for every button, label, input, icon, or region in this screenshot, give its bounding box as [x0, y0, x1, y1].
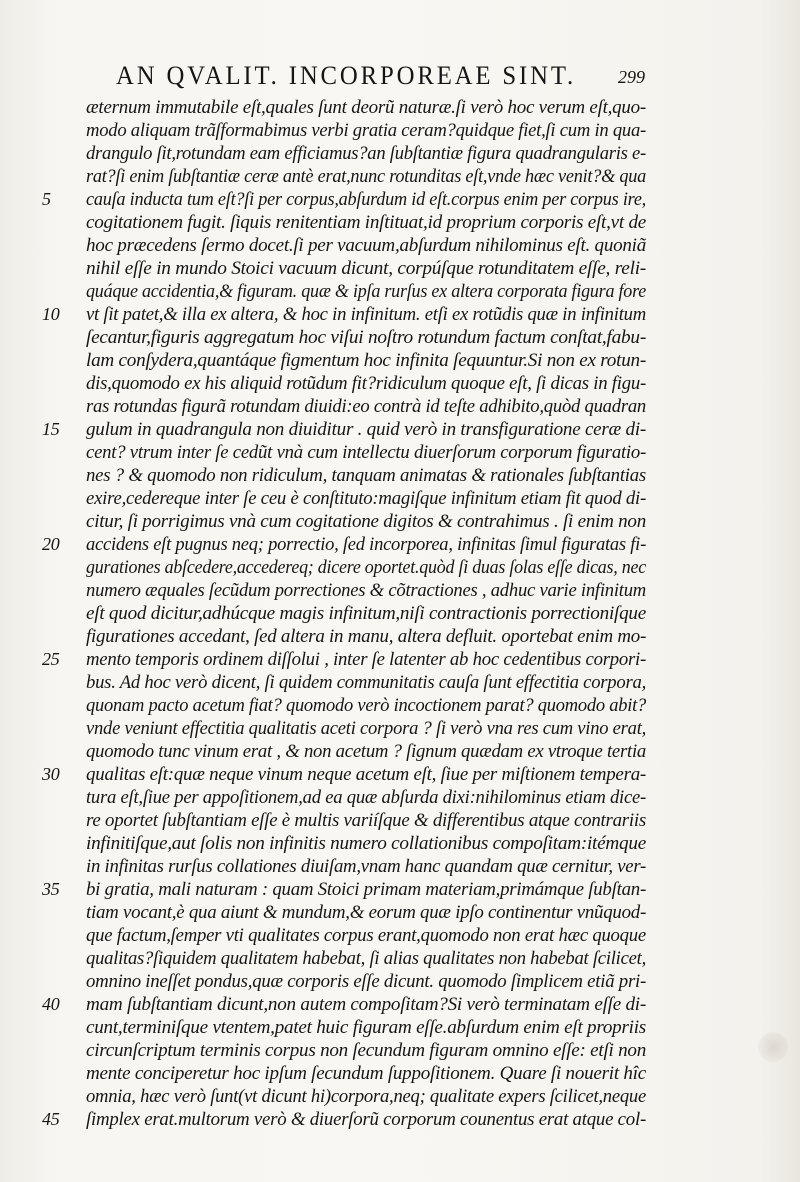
text-line: [42, 763, 646, 786]
text-line: [42, 993, 646, 1016]
line-text: quáque accidentia,& figuram. quæ & ipſa rurſus ex altera corporata figura fore: [86, 281, 646, 302]
line-text: exire,cedereque inter ſe ceu è conſtituto:magiſque infinitum etiam fit quod di-: [86, 488, 646, 509]
paper-smudge: [758, 1032, 788, 1062]
page-number: 299: [618, 67, 645, 87]
text-line: [86, 487, 646, 510]
text-line: [42, 648, 646, 671]
line-text: re oportet ſubſtantiam eſſe è multis variíſque & differentibus atque contrariis: [86, 810, 646, 831]
line-text: æternum immutabile eſt,quales ſunt deorũ naturæ.ſi verò hoc verum eſt,quo-: [86, 97, 646, 118]
line-text: ras rotundas figurã rotundam diuidi:eo contrà id teſte adhibito,quòd quadran: [86, 396, 646, 417]
text-line: [86, 671, 646, 694]
line-text: circunſcriptum terminis corpus non ſecundum figuram omnino eſſe: etſi non: [86, 1040, 647, 1061]
line-text: cent? vtrum inter ſe cedũt vnà cum intellectu diuerſorum corporum figuratio-: [86, 442, 646, 463]
line-text: quomodo tunc vinum erat , & non acetum ? ſignum quædam ex vtroque tertia: [86, 741, 646, 762]
line-text: citur, ſi porrigimus vnà cum cogitatione digitos & contrahimus . ſi enim non: [86, 511, 646, 532]
text-line: [86, 740, 646, 763]
line-number: 35: [42, 879, 60, 899]
text-line: [86, 947, 646, 970]
text-line: [86, 349, 646, 372]
line-text: vnde veniunt effectitia qualitatis aceti corpora ? ſi verò vna res cum vino erat,: [86, 718, 646, 739]
line-text: ſimplex erat.multorum verò & diuerſorũ corporum counentus erat atque col-: [86, 1109, 646, 1130]
line-text: qualitas?ſiquidem qualitatem habebat, ſi alias qualitates non habebat ſcilicet,: [86, 948, 646, 969]
text-line: [86, 786, 646, 809]
text-line: [86, 901, 646, 924]
text-line: [86, 96, 646, 119]
text-line: [86, 1016, 646, 1039]
line-number: 20: [42, 534, 60, 554]
text-line: [86, 1039, 646, 1062]
line-number: 45: [42, 1109, 60, 1129]
line-text: vt ſit patet,& illa ex altera, & hoc in infinitum. etſi ex rotũdis quæ in infinitum: [86, 304, 646, 325]
body-text: [42, 96, 647, 1131]
text-line: [86, 257, 646, 280]
text-line: [86, 280, 646, 303]
running-title: AN QVALIT. INCORPOREAE SINT.: [116, 61, 576, 90]
text-line: [86, 1085, 646, 1108]
line-text: eſt quod dicitur,adhúcque magis infinitum,niſi contractionis porrectioniſque: [86, 603, 646, 624]
line-text: quonam pacto acetum fiat? quomodo verò incoctionem parat? quomodo abit?: [86, 695, 646, 716]
text-line: [86, 602, 646, 625]
text-line: [86, 234, 646, 257]
text-line: [86, 855, 646, 878]
line-text: gurationes abſcedere,accedereq; dicere oportet.quòd ſi duas ſolas eſſe dicas, nec: [86, 557, 646, 578]
line-text: figurationes accedant, ſed altera in manu, altera defluit. oportebat enim mo-: [86, 626, 646, 647]
text-line: [86, 1062, 646, 1085]
line-text: bi gratia, mali naturam : quam Stoici primam materiam,primámque ſubſtan-: [86, 879, 646, 900]
line-text: cunt,terminiſque vtentem,patet huic figuram eſſe.abſurdum enim eſt propriis: [86, 1017, 646, 1038]
line-text: tura eſt,ſiue per appoſitionem,ad ea quæ abſurda dixi:nihilominus etiam dice-: [86, 787, 646, 808]
line-text: drangulo ſit,rotundam eam efficiamus?an ſubſtantiæ figura quadrangularis e-: [86, 143, 646, 164]
text-line: [86, 510, 646, 533]
line-text: omnino ineſſet pondus,quæ corporis eſſe dicunt. quomodo ſimplicem etiã pri-: [86, 971, 646, 992]
text-line: [86, 694, 646, 717]
line-text: tiam vocant,è qua aiunt & mundum,& eorum quæ ipſo continentur vnũquod-: [86, 902, 646, 923]
line-text: accidens eſt pugnus neq; porrectio, ſed incorporea, infinitas ſimul figuratas fi-: [86, 534, 646, 555]
text-line: [86, 464, 646, 487]
text-line: [86, 717, 646, 740]
text-line: [86, 556, 646, 579]
text-line: [86, 809, 646, 832]
text-line: [86, 211, 646, 234]
line-text: mente conciperetur hoc ipſum ſecundum ſuppoſitionem. Quare ſi nouerit hîc: [86, 1063, 646, 1084]
text-line: [86, 326, 646, 349]
line-text: hoc præcedens ſermo docet.ſi per vacuum,abſurdum nihilominus eſt. quoniã: [86, 235, 646, 256]
line-text: modo aliquam trãſformabimus verbi gratia ceram?quidque fiet,ſi cum in qua-: [86, 120, 646, 141]
text-line: [42, 188, 646, 211]
line-number: 25: [42, 649, 60, 669]
text-line: [42, 303, 646, 326]
line-text: cogitationem fugit. ſiquis renitentiam inſtituat,id proprium corporis eſt,vt de: [86, 212, 646, 233]
line-text: lam conſydera,quantáque figmentum hoc infinita ſequuntur.Si non ex rotun-: [86, 350, 646, 371]
line-number: 10: [42, 304, 60, 324]
line-text: rat?ſi enim ſubſtantiæ ceræ antè erat,nunc rotunditas eſt,vnde hæc venit?& qua: [86, 166, 646, 187]
text-line: [42, 878, 646, 901]
line-text: numero æquales ſecũdum porrectiones & cõtractiones , adhuc varie infinitum: [86, 580, 646, 601]
text-line: [86, 924, 646, 947]
line-text: mam ſubſtantiam dicunt,non autem compoſitam?Si verò terminatam eſſe di-: [86, 994, 646, 1015]
text-line: [42, 533, 646, 556]
page-header: [0, 58, 800, 94]
line-number: 40: [42, 994, 60, 1014]
line-text: in infinitas rurſus collationes diuiſam,vnam hanc quandam quæ cernitur, ver-: [86, 856, 646, 877]
line-number: 15: [42, 419, 60, 439]
text-line: [86, 832, 646, 855]
line-text: omnia, hæc verò ſunt(vt dicunt hi)corpora,neq; qualitate expers ſcilicet,neque: [86, 1086, 646, 1107]
text-line: [86, 970, 646, 993]
line-text: qualitas eſt:quæ neque vinum neque acetum eſt, ſiue per miſtionem tempera-: [86, 764, 646, 785]
text-line: [86, 119, 646, 142]
text-line: [86, 579, 646, 602]
line-text: que factum,ſemper vti qualitates corpus erant,quomodo non erat hæc quoque: [86, 925, 646, 946]
text-line: [42, 418, 646, 441]
line-number: 30: [42, 764, 60, 784]
text-line: [86, 142, 646, 165]
text-line: [86, 625, 646, 648]
text-line: [42, 1108, 646, 1131]
line-text: nes ? & quomodo non ridiculum, tanquam animatas & rationales ſubſtantias: [86, 465, 646, 486]
text-line: [86, 395, 646, 418]
line-text: mento temporis ordinem diſſolui , inter ſe latenter ab hoc cedentibus corpori-: [86, 649, 646, 670]
line-number: 5: [42, 189, 51, 209]
line-text: cauſa inducta tum eſt?ſi per corpus,abſurdum id eſt.corpus enim per corpus ire,: [86, 189, 646, 210]
line-text: nihil eſſe in mundo Stoici vacuum dicunt, corpúſque rotunditatem eſſe, reli-: [86, 258, 646, 279]
line-text: ſecantur,figuris aggregatum hoc viſui noſtro rotundum factum conſtat,fabu-: [86, 327, 646, 348]
text-line: [86, 372, 646, 395]
text-line: [86, 441, 646, 464]
text-line: [86, 165, 646, 188]
line-text: bus. Ad hoc verò dicent, ſi quidem communitatis cauſa ſunt effectitia corpora,: [86, 672, 646, 693]
line-text: dis,quomodo ex his aliquid rotũdum fit?ridiculum quoque eſt, ſi dicas in figu-: [86, 373, 646, 394]
line-text: infinitiſque,aut ſolis non infinitis numero collationibus compoſitam:itémque: [86, 833, 646, 854]
line-text: gulum in quadrangula non diuiditur . quid verò in transfiguratione ceræ di-: [86, 419, 646, 440]
